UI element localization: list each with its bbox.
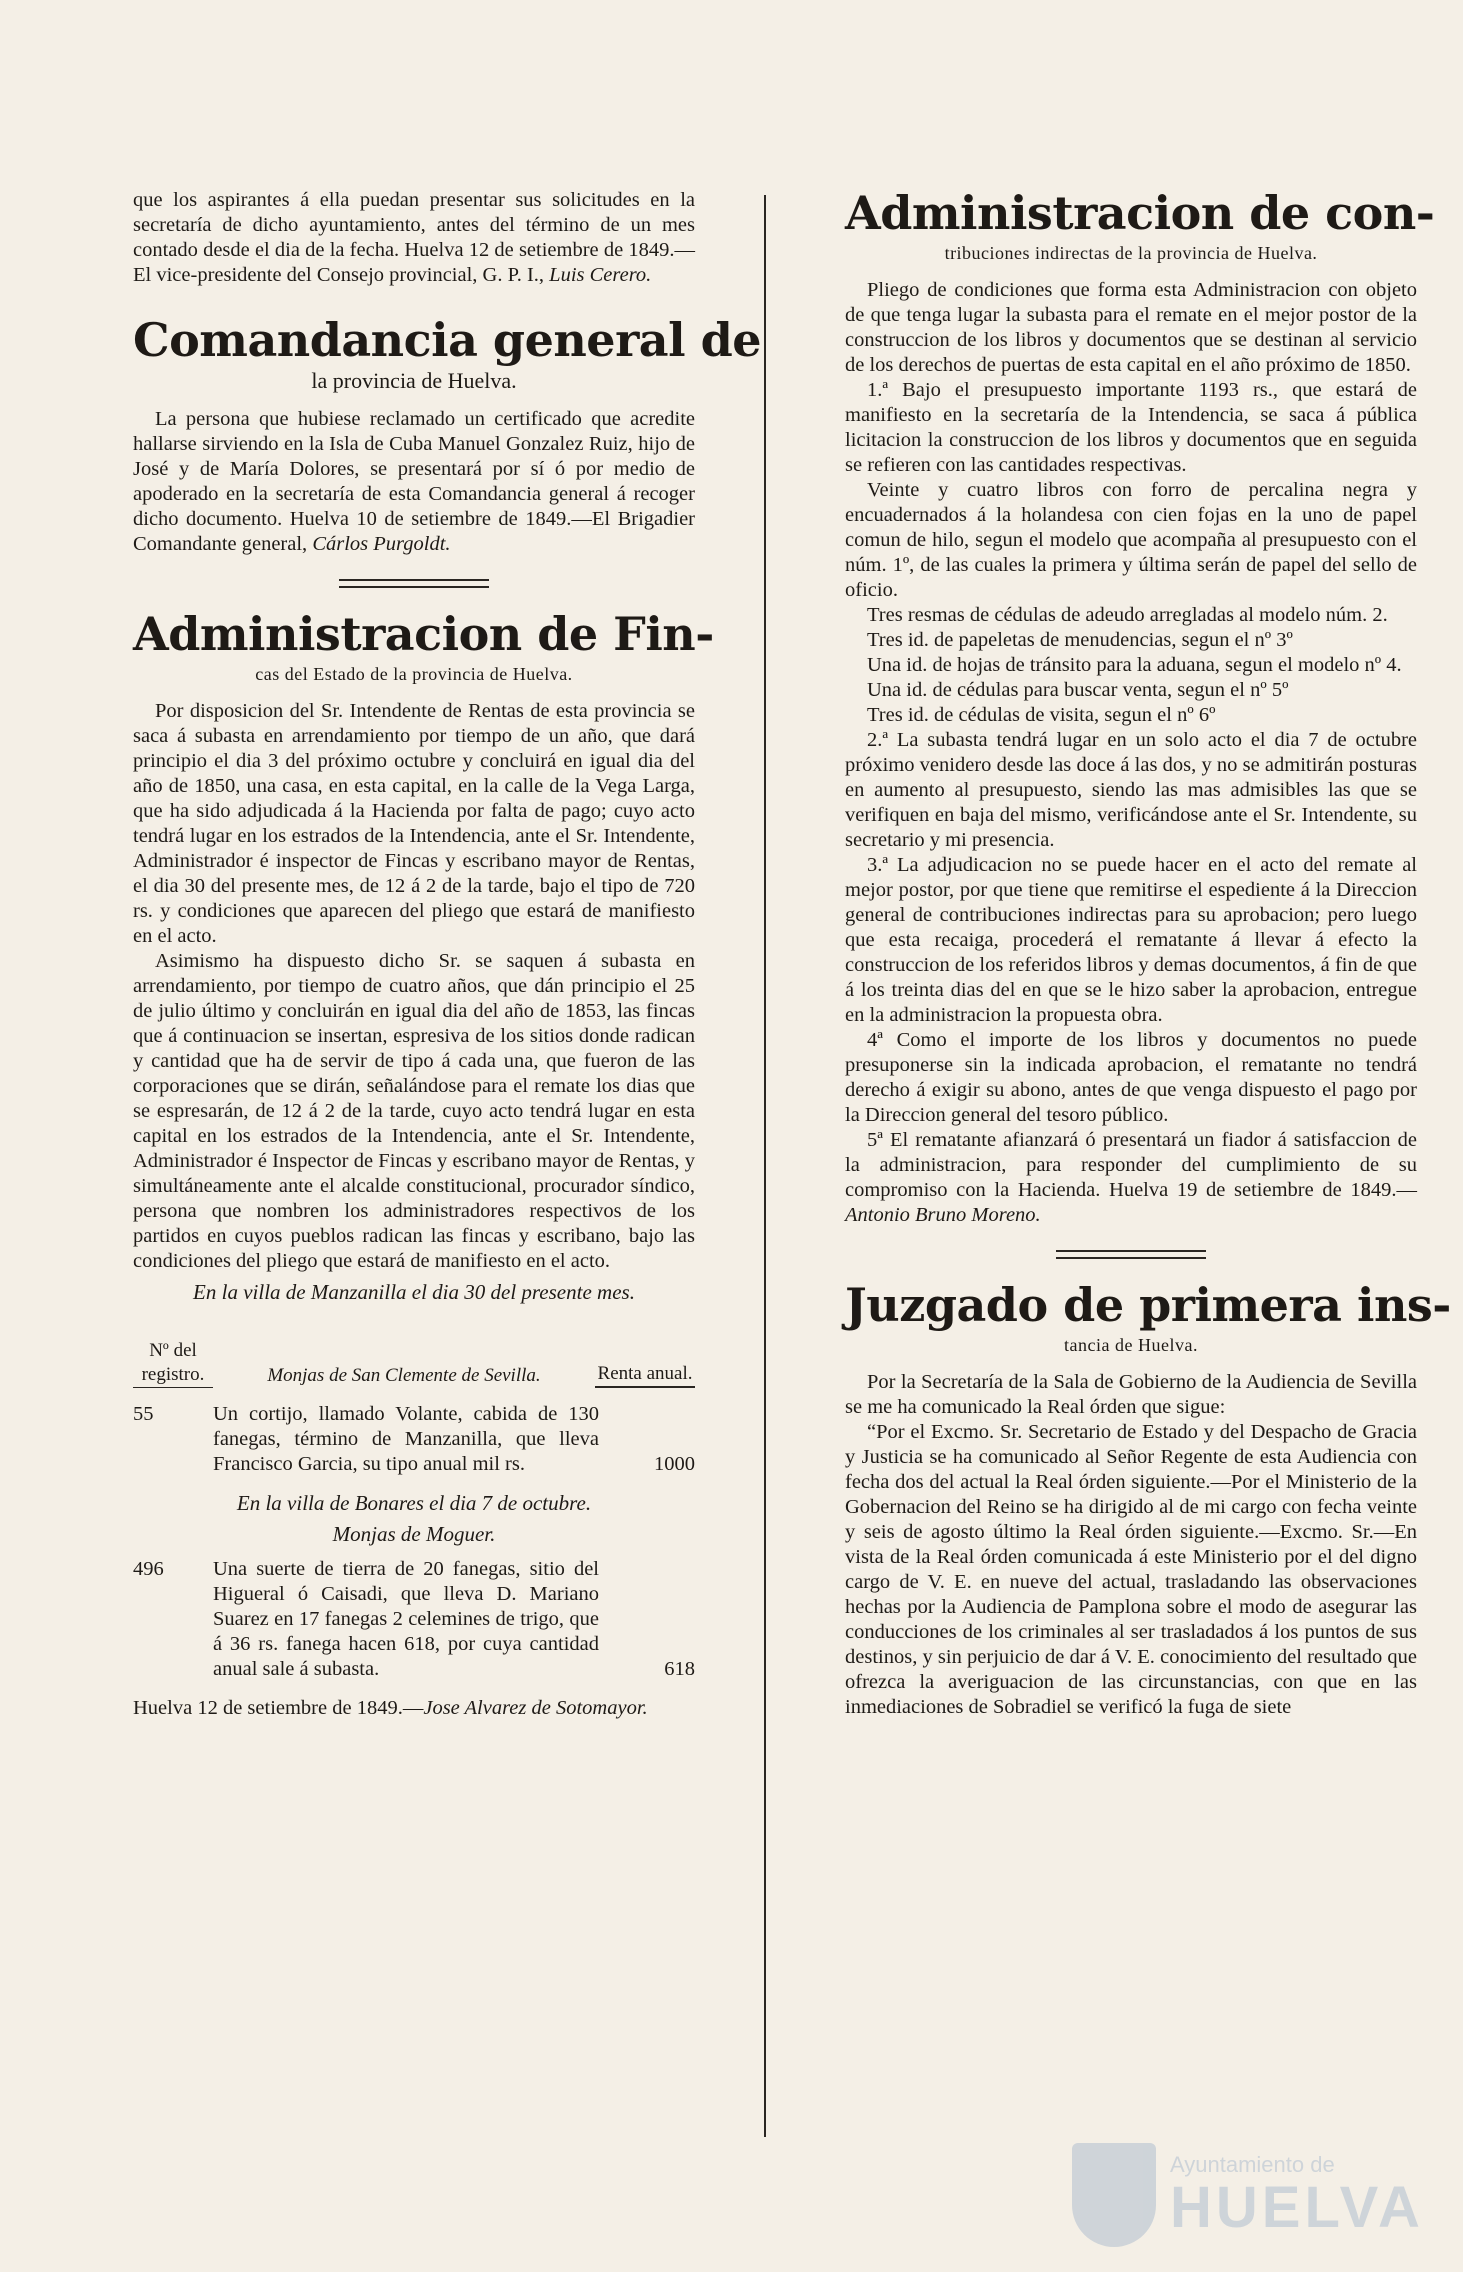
section-title-fincas: Administracion de Fin-	[133, 607, 714, 661]
contribuciones-paragraph: Veinte y cuatro libros con forro de percalina negra y encuadernados á la holandesa con cien fojas en la uno de papel comun de hilo, segun el modelo que acompaña al presupuesto con el núm. 1º, de las cuales la primera y última serán de papel del sello de oficio.	[845, 479, 1417, 601]
contribuciones-paragraph: Tres resmas de cédulas de adeudo arregladas al modelo núm. 2.	[867, 604, 1388, 626]
section-subtitle-contribuciones: tribuciones indirectas de la provincia de Huelva.	[944, 243, 1318, 263]
left-column	[133, 188, 762, 1721]
contribuciones-paragraph: Una id. de hojas de tránsito para la aduana, segun el modelo nº 4.	[867, 654, 1402, 676]
juzgado-paragraph: Por la Secretaría de la Sala de Gobierno de la Audiencia de Sevilla se me ha comunicado la Real órden que sigue:	[845, 1371, 1417, 1418]
place-bonares-sub: Monjas de Moguer.	[332, 1522, 496, 1546]
intro-paragraph: que los aspirantes á ella puedan presentar sus solicitudes en la secretaría de dicho ayuntamiento, antes del término de un mes contado desde el dia de la fecha. Huelva 12 de setiembre de 1849.—El vice-presidente del Consejo provincial, G. P. I., Luis Cerero.	[133, 189, 695, 286]
section-title-juzgado: Juzgado de primera ins-	[845, 1278, 1451, 1332]
contribuciones-paragraph: Pliego de condiciones que forma esta Administracion con objeto de que tenga lugar la subasta para el remate en el mejor postor de la construccion de los libros y documentos que se destinan al servicio de los derechos de puertas de esta capital en el año próximo de 1850.	[845, 279, 1417, 376]
place-bonares: En la villa de Bonares el dia 7 de octubre.	[236, 1491, 592, 1515]
row-description: Una suerte de tierra de 20 fanegas, sitio del Higueral ó Caisadi, que lleva D. Mariano Suarez en 17 fanegas 2 celemines de trigo, que á 36 rs. fanega hacen 618, por cuya cantidad anual sale á subasta.	[213, 1558, 599, 1680]
section-subtitle-fincas: cas del Estado de la provincia de Huelva.	[255, 664, 573, 684]
section-subtitle-comandancia: la provincia de Huelva.	[311, 368, 517, 393]
contribuciones-signature: Antonio Bruno Moreno.	[845, 1204, 1041, 1226]
contribuciones-paragraph: Una id. de cédulas para buscar venta, segun el nº 5º	[867, 679, 1289, 701]
table-row	[133, 1402, 695, 1477]
row-number: 55	[133, 1403, 154, 1425]
contribuciones-paragraph: 1.ª Bajo el presupuesto importante 1193 rs., que estará de manifiesto en la secretaría de la Intendencia, se saca á pública licitacion la construccion de los libros y documentos que en seguida se refieren con las cantidades respectivas.	[845, 379, 1417, 476]
contribuciones-paragraph: Tres id. de papeletas de menudencias, segun el nº 3º	[867, 629, 1293, 651]
contribuciones-paragraph: 5ª El rematante afianzará ó presentará un fiador á satisfaccion de la administracion, para responder del cumplimiento de su compromiso con la Hacienda. Huelva 19 de setiembre de 1849.—Antonio Bruno Moreno.	[845, 1129, 1417, 1226]
table-header-renta: Renta anual.	[595, 1362, 695, 1388]
contribuciones-paragraph: 4ª Como el importe de los libros y documentos no puede presuponerse sin la indicada aprobacion, el rematante no tendrá derecho á exigir su abono, antes de que venga dispuesto el pago por la Direccion general del tesoro público.	[845, 1029, 1417, 1126]
table-header-registro: Nº del registro.	[133, 1339, 213, 1388]
shield-icon	[1072, 2143, 1156, 2247]
row-amount: 618	[664, 1658, 695, 1680]
fincas-paragraph-2: Asimismo ha dispuesto dicho Sr. se saquen á subasta en arrendamiento, por tiempo de cuatro años, que dán principio el 25 de julio último y concluirán en igual dia del año de 1853, las fincas que á continuacion se insertan, espresiva de los sitios donde radican y cantidad que ha de servir de tipo á cada una, que fueron de las corporaciones que se dirán, señalándose para el remate los dias que se espresarán, de 12 á 2 de la tarde, cuyo acto tendrá lugar en esta capital en los estrados de la Intendencia, ante el Sr. Intendente, Administrador é Inspector de Fincas y escribano mayor de Rentas, y simultáneamente ante el alcalde constitucional, procurador síndico, persona que nombren los administradores respectivos de los partidos en cuyos pueblos radican las fincas y escribano, bajo las condiciones del pliego que estará de manifiesto en el acto.	[133, 950, 695, 1272]
column-divider	[764, 195, 766, 2137]
closing-signature: Jose Alvarez de Sotomayor.	[423, 1697, 648, 1719]
section-title-contribuciones: Administracion de con-	[845, 186, 1435, 240]
section-subtitle-juzgado: tancia de Huelva.	[1064, 1335, 1198, 1355]
intro-signature: Luis Cerero.	[549, 264, 652, 286]
watermark-line-1: Ayuntamiento de	[1170, 2152, 1335, 2177]
contribuciones-paragraph: 3.ª La adjudicacion no se puede hacer en el acto del remate al mejor postor, por que tiene que remitirse el espediente á la Direccion general de contribuciones indirectas para su aprobacion; pero luego que esta recaiga, procederá el rematante á llevar á efecto la construccion de los referidos libros y demas documentos, á fin de que á los treinta dias del en que se le hizo saber la aprobacion, entregue en la administracion la propuesta obra.	[845, 854, 1417, 1026]
row-number: 496	[133, 1558, 164, 1580]
fincas-paragraph-1: Por disposicion del Sr. Intendente de Rentas de esta provincia se saca á subasta en arrendamiento por tiempo de un año, que dará principio el dia 3 del próximo octubre y concluirá en igual dia del año de 1850, una casa, en esta capital, en la calle de la Vega Larga, que ha sido adjudicada á la Hacienda por falta de pago; cuyo acto tendrá lugar en los estrados de la Intendencia, ante el Sr. Intendente, Administrador é inspector de Fincas y escribano mayor de Rentas, el dia 30 del presente mes, de 12 á 2 de la tarde, bajo el tipo de 720 rs. y condiciones que aparecen del pliego que estará de manifiesto en el acto.	[133, 700, 695, 947]
place-manzanilla: En la villa de Manzanilla el dia 30 del presente mes.	[193, 1280, 635, 1304]
comandancia-body: La persona que hubiese reclamado un certificado que acredite hallarse sirviendo en la Isla de Cuba Manuel Gonzalez Ruiz, hijo de José y de María Dolores, se presentará por sí ó por medio de apoderado en la secretaría de esta Comandancia general á recoger dicho documento. Huelva 10 de setiembre de 1849.—El Brigadier Comandante general, Cárlos Purgoldt.	[133, 408, 695, 555]
row-amount: 1000	[654, 1453, 695, 1475]
section-title-comandancia: Comandancia general de	[133, 313, 762, 367]
row-description: Un cortijo, llamado Volante, cabida de 130 fanegas, término de Manzanilla, que lleva Francisco Garcia, su tipo anual mil rs.	[213, 1403, 599, 1475]
contribuciones-paragraph: Tres id. de cédulas de visita, segun el nº 6º	[867, 704, 1216, 726]
table-header-monjas: Monjas de San Clemente de Sevilla.	[267, 1365, 541, 1386]
watermark-logo	[1072, 2135, 1432, 2255]
table-row	[133, 1557, 695, 1682]
watermark-line-2: HUELVA	[1170, 2175, 1424, 2240]
juzgado-paragraph: “Por el Excmo. Sr. Secretario de Estado y del Despacho de Gracia y Justicia se ha comunicado al Señor Regente de esta Audiencia con fecha dos del actual la Real órden siguiente.—Por el Ministerio de la Gobernacion del Reino se ha dirigido al de mi cargo con fecha veinte y seis de agosto último la Real órden siguiente.—Excmo. Sr.—En vista de la Real órden comunicada á este Ministerio por el del digno cargo de V. E. en nueve del actual, trasladando las observaciones hechas por la Audiencia de Pamplona sobre el modo de asegurar las conducciones de los criminales al ser trasladados á los puntos de sus destinos, y sin perjuicio de dar á V. E. conocimiento del resultado que ofrezca la averiguacion de las circunstancias, con que en las inmediaciones de Sobradiel se verificó la fuga de siete	[845, 1421, 1417, 1718]
table-header	[133, 1339, 695, 1388]
section-divider	[339, 579, 489, 588]
closing-paragraph: Huelva 12 de setiembre de 1849.—Jose Alvarez de Sotomayor.	[133, 1697, 648, 1719]
contribuciones-paragraph: 2.ª La subasta tendrá lugar en un solo acto el dia 7 de octubre próximo venidero desde las doce á las dos, y no se admitirán posturas en aumento al presupuesto, siendo las mas admisibles las que se verifiquen en baja del mismo, verificándose ante el Sr. Intendente, su secretario y mi presencia.	[845, 729, 1417, 851]
right-column	[845, 185, 1451, 1720]
section-divider	[1056, 1250, 1206, 1259]
comandancia-signature: Cárlos Purgoldt.	[312, 533, 451, 555]
